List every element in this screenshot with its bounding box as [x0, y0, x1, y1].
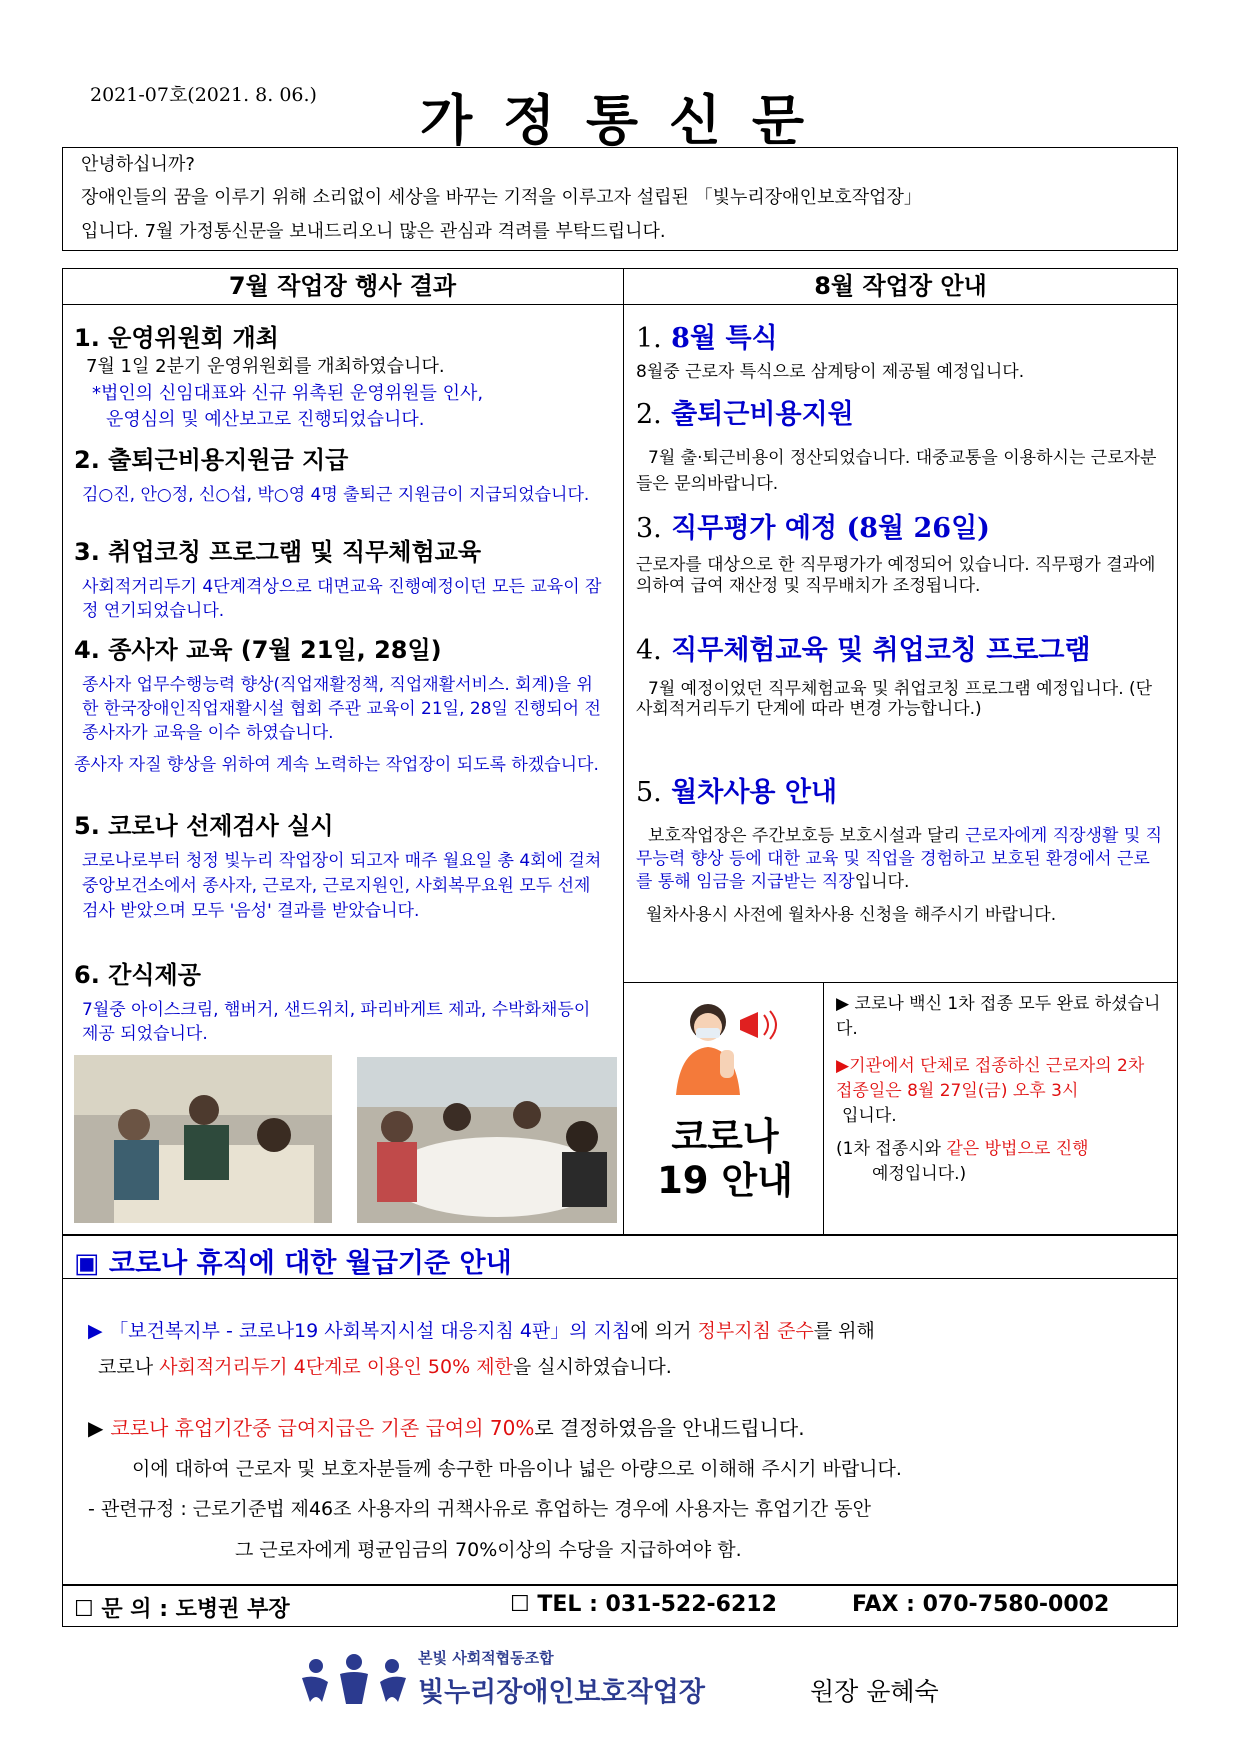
section-body: 7월 1일 2분기 운영위원회를 개최하였습니다. — [86, 356, 445, 377]
director-signature: 원장 윤혜숙 — [810, 1677, 939, 1706]
section-body: 근로자를 대상으로 한 직무평가가 예정되어 있습니다. 직무평가 결과에 의하여 급여 재산정 및 직무배치가 조정됩니다. — [636, 555, 1156, 596]
intro-greeting: 안녕하십니까? — [81, 154, 195, 175]
issue-number: 2021-07호(2021. 8. 06.) — [90, 84, 317, 106]
organization-parent: 본빛 사회적협동조합 — [418, 1649, 554, 1667]
section-title: 8월 특식 — [671, 323, 778, 354]
salary-paragraph-1 — [88, 1313, 1168, 1385]
section-body: 7월 출·퇴근비용이 정산되었습니다. 대중교통을 이용하시는 근로자분들은 문의바랍니다. — [636, 448, 1157, 494]
section-body: 보호작업장은 주간보호등 보호시설과 달리 — [648, 826, 966, 846]
salary-regulation-2: 그 근로자에게 평균임금의 70%이상의 수당을 지급하여야 함. — [235, 1539, 742, 1561]
snack-photo-icon — [357, 1057, 617, 1223]
megaphone-person-icon — [640, 995, 810, 1095]
salary-text: 에 의거 — [630, 1320, 698, 1342]
section-title: 5. 코로나 선제검사 실시 — [74, 812, 334, 840]
snack-photo-icon — [74, 1055, 332, 1223]
left-section-2 — [74, 440, 609, 507]
organization-logo — [298, 1652, 410, 1707]
covid-notices — [836, 992, 1166, 1187]
salary-text: 코로나 — [98, 1356, 160, 1378]
section-body: 7월 예정이었던 직무체험교육 및 취업코칭 프로그램 예정입니다. (단 사회적거리두기 단계에 따라 변경 가능합니다.) — [636, 679, 1153, 719]
salary-heading: ▣ 코로나 휴직에 대한 월급기준 안내 — [74, 1248, 512, 1279]
section-title: 6. 간식제공 — [74, 961, 201, 989]
section-title: 4. 종사자 교육 (7월 21일, 28일) — [74, 636, 442, 664]
arrow-icon: ▶ — [88, 1320, 110, 1342]
right-section-4 — [636, 628, 1166, 719]
right-section-3 — [636, 506, 1166, 597]
intro-box — [62, 147, 1178, 251]
covid-notice-2: ▶기관에서 단체로 접종하신 근로자의 2차 접종일은 8월 27일(금) 오후 3시 — [836, 1056, 1145, 1101]
section-title: 월차사용 안내 — [671, 777, 838, 808]
section-body: 코로나로부터 청정 빛누리 작업장이 되고자 매주 월요일 총 4회에 걸쳐 중앙보건소에서 종사자, 근로자, 근로지원인, 사회복무요원 모두 선제 검사 받았으며 모두 '음성' 결과를 받았습니다. — [82, 851, 602, 921]
contact-fax: FAX : 070-7580-0002 — [852, 1592, 1110, 1617]
salary-regulation: - 관련규정 : 근로기준법 제46조 사용자의 귀책사유로 휴업하는 경우에 사용자는 휴업기간 동안 — [88, 1498, 871, 1520]
salary-paragraph-2 — [88, 1410, 1168, 1446]
left-section-5 — [74, 806, 609, 924]
covid-notice-3-end: 예정입니다.) — [872, 1164, 967, 1184]
left-column-header: 7월 작업장 행사 결과 — [228, 272, 457, 300]
salary-paragraph-3: 이에 대하여 근로자 및 보호자분들께 송구한 마음이나 넓은 아량으로 이해해 주시기 바랍니다. — [132, 1458, 902, 1480]
right-column-header: 8월 작업장 안내 — [814, 272, 987, 300]
right-section-2 — [636, 392, 1166, 497]
salary-highlight: 사회적거리두기 4단계로 이용인 50% 제한 — [159, 1356, 513, 1378]
section-number: 3. — [636, 513, 662, 544]
section-title: 3. 취업코칭 프로그램 및 직무체험교육 — [74, 538, 481, 566]
salary-text: 로 결정하였음을 안내드립니다. — [534, 1416, 805, 1440]
section-body: 종사자 자질 향상을 위하여 계속 노력하는 작업장이 되도록 하겠습니다. — [74, 755, 599, 775]
section-body: 월차사용시 사전에 월차사용 신청을 해주시기 바랍니다. — [646, 905, 1057, 925]
covid-notice-3-highlight: 같은 방법으로 진행 — [946, 1139, 1089, 1159]
salary-text: 를 위해 — [813, 1320, 875, 1342]
salary-guideline: 「보건복지부 - 코로나19 사회복지시설 대응지침 4판」의 지침 — [109, 1320, 631, 1342]
left-section-1 — [74, 318, 609, 433]
section-number: 1. — [636, 323, 662, 354]
people-logo-icon — [298, 1652, 410, 1707]
event-photo-1 — [74, 1055, 332, 1223]
section-body: 입니다. — [854, 872, 910, 892]
organization-name: 빛누리장애인보호작업장 — [418, 1677, 705, 1708]
intro-line-1: 장애인들의 꿈을 이루기 위해 소리없이 세상을 바꾸는 기적을 이루고자 설립된 「빛누리장애인보호작업장」 — [81, 187, 922, 208]
event-photo-2 — [357, 1057, 617, 1223]
section-body: 운영심의 및 예산보고로 진행되었습니다. — [106, 409, 425, 430]
section-number: 2. — [636, 399, 662, 430]
covid-notice-2-end: 입니다. — [842, 1106, 897, 1126]
right-section-5 — [636, 770, 1166, 927]
salary-highlight: 정부지침 준수 — [697, 1320, 814, 1342]
left-section-3 — [74, 532, 609, 623]
section-title: 출퇴근비용지원 — [671, 399, 854, 430]
salary-text: 을 실시하였습니다. — [512, 1356, 672, 1378]
section-title: 직무체험교육 및 취업코칭 프로그램 — [671, 635, 1091, 666]
salary-highlight: 코로나 휴업기간중 급여지급은 기존 급여의 70% — [110, 1416, 535, 1440]
section-number: 4. — [636, 635, 662, 666]
contact-tel: ☐ TEL : 031-522-6212 — [510, 1592, 777, 1617]
section-title: 2. 출퇴근비용지원금 지급 — [74, 446, 349, 474]
section-body: 8월중 근로자 특식으로 삼계탕이 제공될 예정입니다. — [636, 362, 1025, 382]
left-section-4 — [74, 630, 609, 777]
section-number: 5. — [636, 777, 662, 808]
section-body: *법인의 신임대표와 신규 위촉된 운영위원들 인사, — [92, 383, 484, 404]
section-body: 종사자 업무수행능력 향상(직업재활정책, 직업재활서비스. 회계)을 위한 한국장애인직업재활시설 협회 주관 교육이 21일, 28일 진행되어 전 종사자가 교육을 이수 하였습니다. — [82, 675, 601, 743]
section-title: 1. 운영위원회 개최 — [74, 324, 279, 352]
section-body: 7월중 아이스크림, 햄버거, 샌드위치, 파리바게트 제과, 수박화채등이 제공 되었습니다. — [82, 1000, 591, 1044]
section-body-highlight: 근로자에게 직장생활 및 직무능력 향상 등에 대한 교육 및 직업을 경험하고 보호된 환경에서 근로를 통해 임금을 지급받는 직장 — [636, 826, 1163, 892]
section-body: 김○진, 안○정, 신○섭, 박○영 4명 출퇴근 지원금이 지급되었습니다. — [82, 485, 590, 505]
covid-notice-3: (1차 접종시와 — [836, 1139, 947, 1159]
page-title: 가 정 통 신 문 — [420, 89, 811, 152]
left-section-6 — [74, 955, 609, 1046]
section-title: 직무평가 예정 (8월 26일) — [671, 513, 990, 544]
contact-inquiry: ☐ 문 의 : 도병권 부장 — [74, 1597, 290, 1622]
section-body: 사회적거리두기 4단계격상으로 대면교육 진행예정이던 모든 교육이 잠정 연기되었습니다. — [82, 577, 602, 621]
intro-line-2: 입니다. 7월 가정통신문을 보내드리오니 많은 관심과 격려를 부탁드립니다. — [81, 221, 666, 242]
covid-notice-1: ▶ 코로나 백신 1차 접종 모두 완료 하셨습니다. — [836, 994, 1161, 1039]
right-section-1 — [636, 316, 1166, 384]
arrow-icon: ▶ — [88, 1416, 111, 1440]
covid-label: 코로나 19 안내 — [657, 1115, 793, 1202]
